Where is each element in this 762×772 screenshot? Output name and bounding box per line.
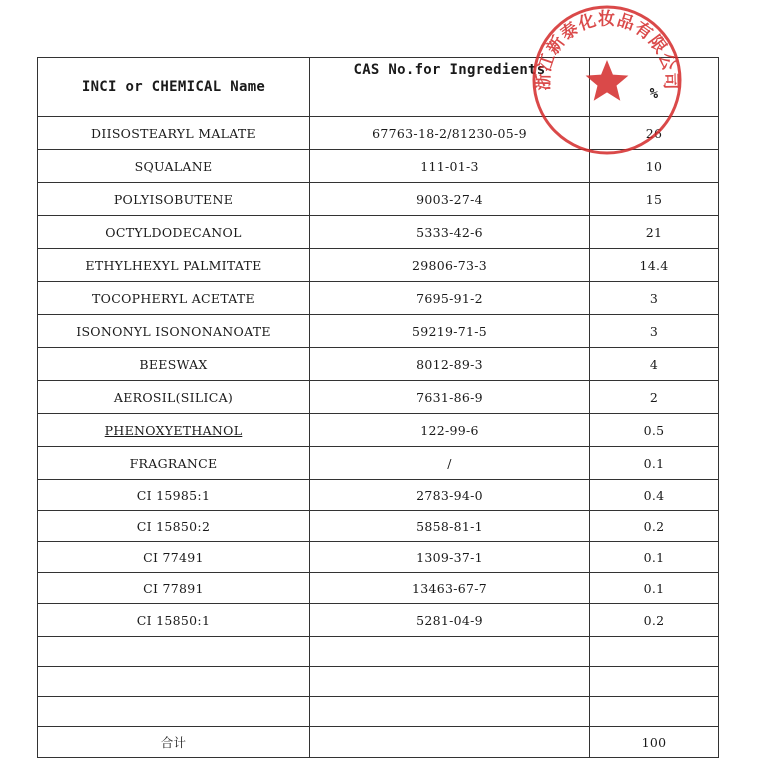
percent-value: 2 <box>590 381 719 414</box>
table-header-row <box>38 58 719 117</box>
table-row <box>38 117 719 150</box>
ingredient-name: ISONONYL ISONONANOATE <box>38 315 310 348</box>
empty-cell <box>310 697 590 727</box>
table-row <box>38 183 719 216</box>
header-name: INCI or CHEMICAL Name <box>38 58 310 117</box>
ingredient-name: AEROSIL(SILICA) <box>38 381 310 414</box>
cas-number: 7631-86-9 <box>310 381 590 414</box>
ingredient-name: OCTYLDODECANOL <box>38 216 310 249</box>
cas-number: 13463-67-7 <box>310 573 590 604</box>
percent-value: 3 <box>590 282 719 315</box>
header-cas: CAS No.for Ingredients <box>310 58 590 117</box>
percent-value: 4 <box>590 348 719 381</box>
seal-text-path: 浙江新泰化妆品有限公司 <box>533 9 681 91</box>
empty-cell <box>310 637 590 667</box>
percent-value: 14.4 <box>590 249 719 282</box>
ingredient-name: FRAGRANCE <box>38 447 310 480</box>
total-label: 合计 <box>38 727 310 758</box>
ingredient-name: CI 15985:1 <box>38 480 310 511</box>
ingredient-name: CI 15850:2 <box>38 511 310 542</box>
table-row <box>38 381 719 414</box>
table-row <box>38 348 719 381</box>
percent-value: 15 <box>590 183 719 216</box>
table-row <box>38 315 719 348</box>
header-percent: % <box>590 58 719 117</box>
empty-cell <box>38 697 310 727</box>
table-row <box>38 542 719 573</box>
cas-number: 111-01-3 <box>310 150 590 183</box>
percent-value: 0.1 <box>590 542 719 573</box>
ingredient-name: DIISOSTEARYL MALATE <box>38 117 310 150</box>
percent-value: 0.2 <box>590 511 719 542</box>
cas-number: 5858-81-1 <box>310 511 590 542</box>
cas-number: 2783-94-0 <box>310 480 590 511</box>
empty-cell <box>590 667 719 697</box>
percent-value: 0.2 <box>590 604 719 637</box>
ingredient-name: CI 77491 <box>38 542 310 573</box>
ingredient-name <box>38 414 310 447</box>
percent-value: 0.1 <box>590 573 719 604</box>
table-row <box>38 249 719 282</box>
cas-number: 59219-71-5 <box>310 315 590 348</box>
cas-number: 29806-73-3 <box>310 249 590 282</box>
ingredient-name: CI 77891 <box>38 573 310 604</box>
empty-cell <box>38 667 310 697</box>
cas-number: / <box>310 447 590 480</box>
table-row <box>38 604 719 637</box>
cas-number: 1309-37-1 <box>310 542 590 573</box>
total-row <box>38 727 719 758</box>
empty-row <box>38 697 719 727</box>
cas-number: 5333-42-6 <box>310 216 590 249</box>
table-row <box>38 511 719 542</box>
table-row <box>38 282 719 315</box>
empty-row <box>38 637 719 667</box>
ingredient-name: CI 15850:1 <box>38 604 310 637</box>
ingredient-name: TOCOPHERYL ACETATE <box>38 282 310 315</box>
ingredient-table <box>37 57 719 758</box>
cas-number: 5281-04-9 <box>310 604 590 637</box>
ingredient-name: BEESWAX <box>38 348 310 381</box>
table-row <box>38 480 719 511</box>
total-cas <box>310 727 590 758</box>
percent-value: 10 <box>590 150 719 183</box>
percent-value: 0.1 <box>590 447 719 480</box>
table-row <box>38 573 719 604</box>
percent-value: 26 <box>590 117 719 150</box>
ingredient-name: POLYISOBUTENE <box>38 183 310 216</box>
table-row <box>38 447 719 480</box>
ingredient-name: ETHYLHEXYL PALMITATE <box>38 249 310 282</box>
percent-value: 0.5 <box>590 414 719 447</box>
percent-value: 3 <box>590 315 719 348</box>
empty-cell <box>590 697 719 727</box>
total-percent: 100 <box>590 727 719 758</box>
cas-number: 8012-89-3 <box>310 348 590 381</box>
cas-number: 67763-18-2/81230-05-9 <box>310 117 590 150</box>
cas-number: 9003-27-4 <box>310 183 590 216</box>
percent-value: 21 <box>590 216 719 249</box>
table-row <box>38 414 719 447</box>
table-row <box>38 150 719 183</box>
empty-cell <box>590 637 719 667</box>
empty-row <box>38 667 719 697</box>
cas-number: 7695-91-2 <box>310 282 590 315</box>
ingredient-name: SQUALANE <box>38 150 310 183</box>
empty-cell <box>310 667 590 697</box>
percent-value: 0.4 <box>590 480 719 511</box>
ingredient-name-text: PHENOXYETHANOL <box>104 422 243 438</box>
table-row <box>38 216 719 249</box>
cas-number: 122-99-6 <box>310 414 590 447</box>
empty-cell <box>38 637 310 667</box>
